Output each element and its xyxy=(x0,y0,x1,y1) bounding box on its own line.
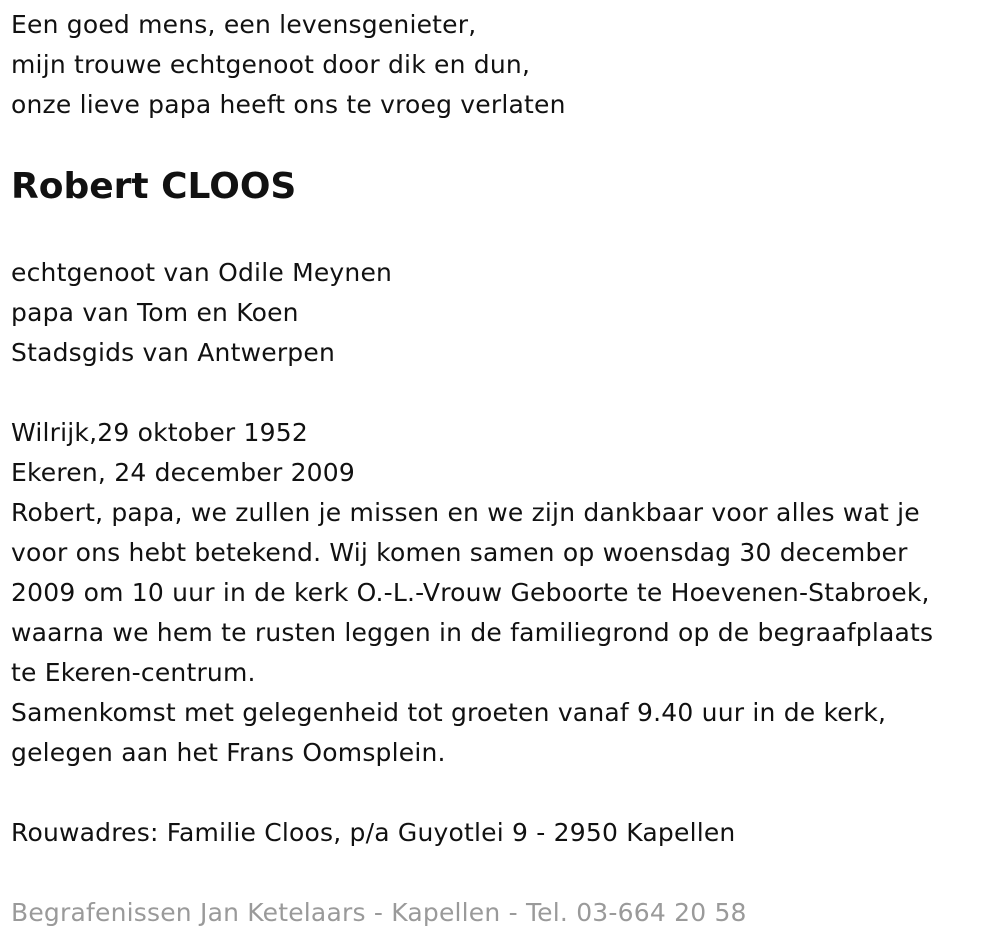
relation-line: Stadsgids van Antwerpen xyxy=(11,338,335,367)
message-line: Samenkomst met gelegenheid tot groeten vanaf 9.40 uur in de kerk, xyxy=(11,698,887,727)
message-line: waarna we hem te rusten leggen in de familiegrond op de begraafplaats xyxy=(11,618,934,647)
message-line: te Ekeren-centrum. xyxy=(11,658,256,687)
intro-line: mijn trouwe echtgenoot door dik en dun, xyxy=(11,50,531,79)
relation-line: papa van Tom en Koen xyxy=(11,298,299,327)
message-line: gelegen aan het Frans Oomsplein. xyxy=(11,738,446,767)
funeral-home-footer: Begrafenissen Jan Ketelaars - Kapellen - Tel. 03-664 20 58 xyxy=(11,898,747,927)
message-line: Robert, papa, we zullen je missen en we zijn dankbaar voor alles wat je xyxy=(11,498,920,527)
birth-date: Wilrijk,29 oktober 1952 xyxy=(11,418,308,447)
mourning-address: Rouwadres: Familie Cloos, p/a Guyotlei 9 - 2950 Kapellen xyxy=(11,818,736,847)
message-line: 2009 om 10 uur in de kerk O.-L.-Vrouw Geboorte te Hoevenen-Stabroek, xyxy=(11,578,930,607)
deceased-name: Robert CLOOS xyxy=(11,166,297,207)
death-date: Ekeren, 24 december 2009 xyxy=(11,458,355,487)
message-line: voor ons hebt betekend. Wij komen samen op woensdag 30 december xyxy=(11,538,908,567)
intro-line: onze lieve papa heeft ons te vroeg verlaten xyxy=(11,90,566,119)
intro-line: Een goed mens, een levensgenieter, xyxy=(11,10,477,39)
relation-line: echtgenoot van Odile Meynen xyxy=(11,258,393,287)
